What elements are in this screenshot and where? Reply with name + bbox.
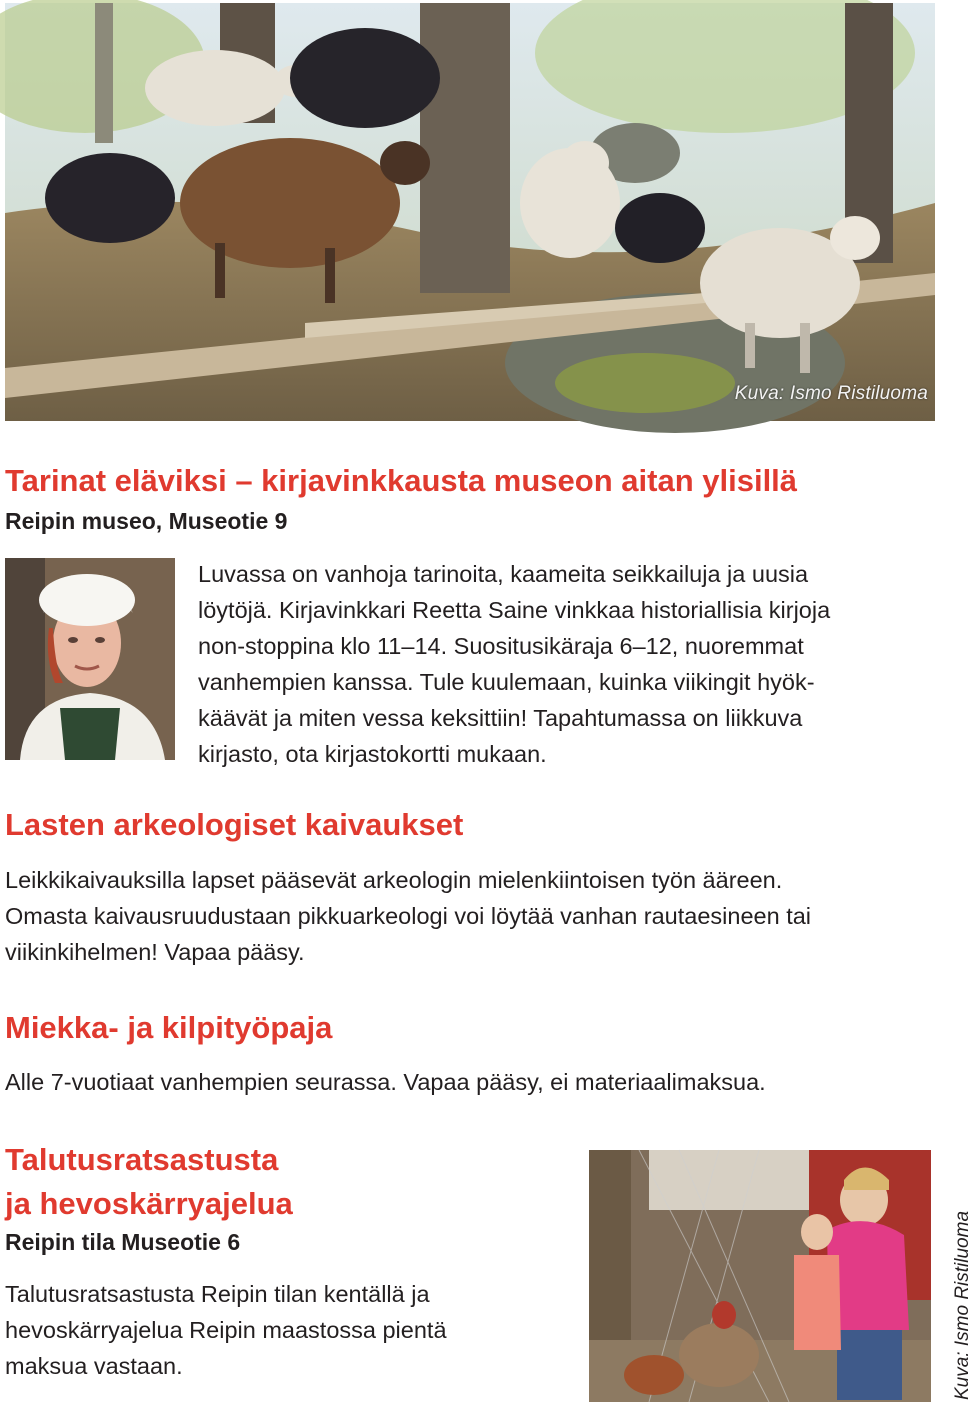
section-location-reipin-museo: Reipin museo, Museotie 9 [5, 508, 288, 534]
section2-line: viikinkihelmen! Vapaa pääsy. [5, 939, 305, 965]
kids-photo-credit: Kuva: Ismo Ristiluoma [952, 1210, 973, 1400]
section1-line: Luvassa on vanhoja tarinoita, kaameita seikkailuja ja uusia [198, 561, 809, 587]
section1-line: kirjasto, ota kirjastokortti mukaan. [198, 741, 547, 767]
section-location-reipin-tila: Reipin tila Museotie 6 [5, 1229, 241, 1255]
section-title-kirjavinkkaus: Tarinat eläviksi – kirjavinkkausta museon aitan ylisillä [5, 463, 798, 498]
hero-photo-credit: Kuva: Ismo Ristiluoma [734, 383, 928, 404]
section1-body [198, 556, 938, 772]
photo-children-feeding-chickens [589, 1150, 931, 1402]
section1-line: non-stoppina klo 11–14. Suositusikäraja 6–12, nuoremmat [198, 633, 804, 659]
section1-line: käävät ja miten vessa keksittiin! Tapahtumassa on liikkuva [198, 705, 803, 731]
section4-body [5, 1276, 565, 1384]
section4-line: maksua vastaan. [5, 1353, 183, 1379]
section-title-miekka-kilpityopaja: Miekka- ja kilpityöpaja [5, 1010, 333, 1045]
section4-line: Talutusratsastusta Reipin tilan kentällä ja [5, 1281, 430, 1307]
section3-body [5, 1064, 955, 1100]
section3-text: Alle 7-vuotiaat vanhempien seurassa. Vapaa pääsy, ei materiaalimaksua. [5, 1069, 766, 1095]
section2-body [5, 862, 955, 970]
hero-photo-sheep [5, 3, 935, 421]
section1-line: löytöjä. Kirjavinkkari Reetta Saine vinkkaa historiallisia kirjoja [198, 597, 831, 623]
section-title-arkeologiset-kaivaukset: Lasten arkeologiset kaivaukset [5, 807, 464, 842]
section2-line: Leikkikaivauksilla lapset pääsevät arkeologin mielenkiintoisen työn ääreen. [5, 867, 783, 893]
portrait-photo-reetta [5, 558, 175, 760]
section2-line: Omasta kaivausruudustaan pikkuarkeologi voi löytää vanhan rautaesineen tai [5, 903, 812, 929]
section-title-hevoskarryajelua: ja hevoskärryajelua [5, 1186, 293, 1221]
section1-line: vanhempien kanssa. Tule kuulemaan, kuinka viikingit hyök- [198, 669, 815, 695]
section-title-talutusratsastusta: Talutusratsastusta [5, 1142, 279, 1177]
section4-line: hevoskärryajelua Reipin maastossa pientä [5, 1317, 447, 1343]
